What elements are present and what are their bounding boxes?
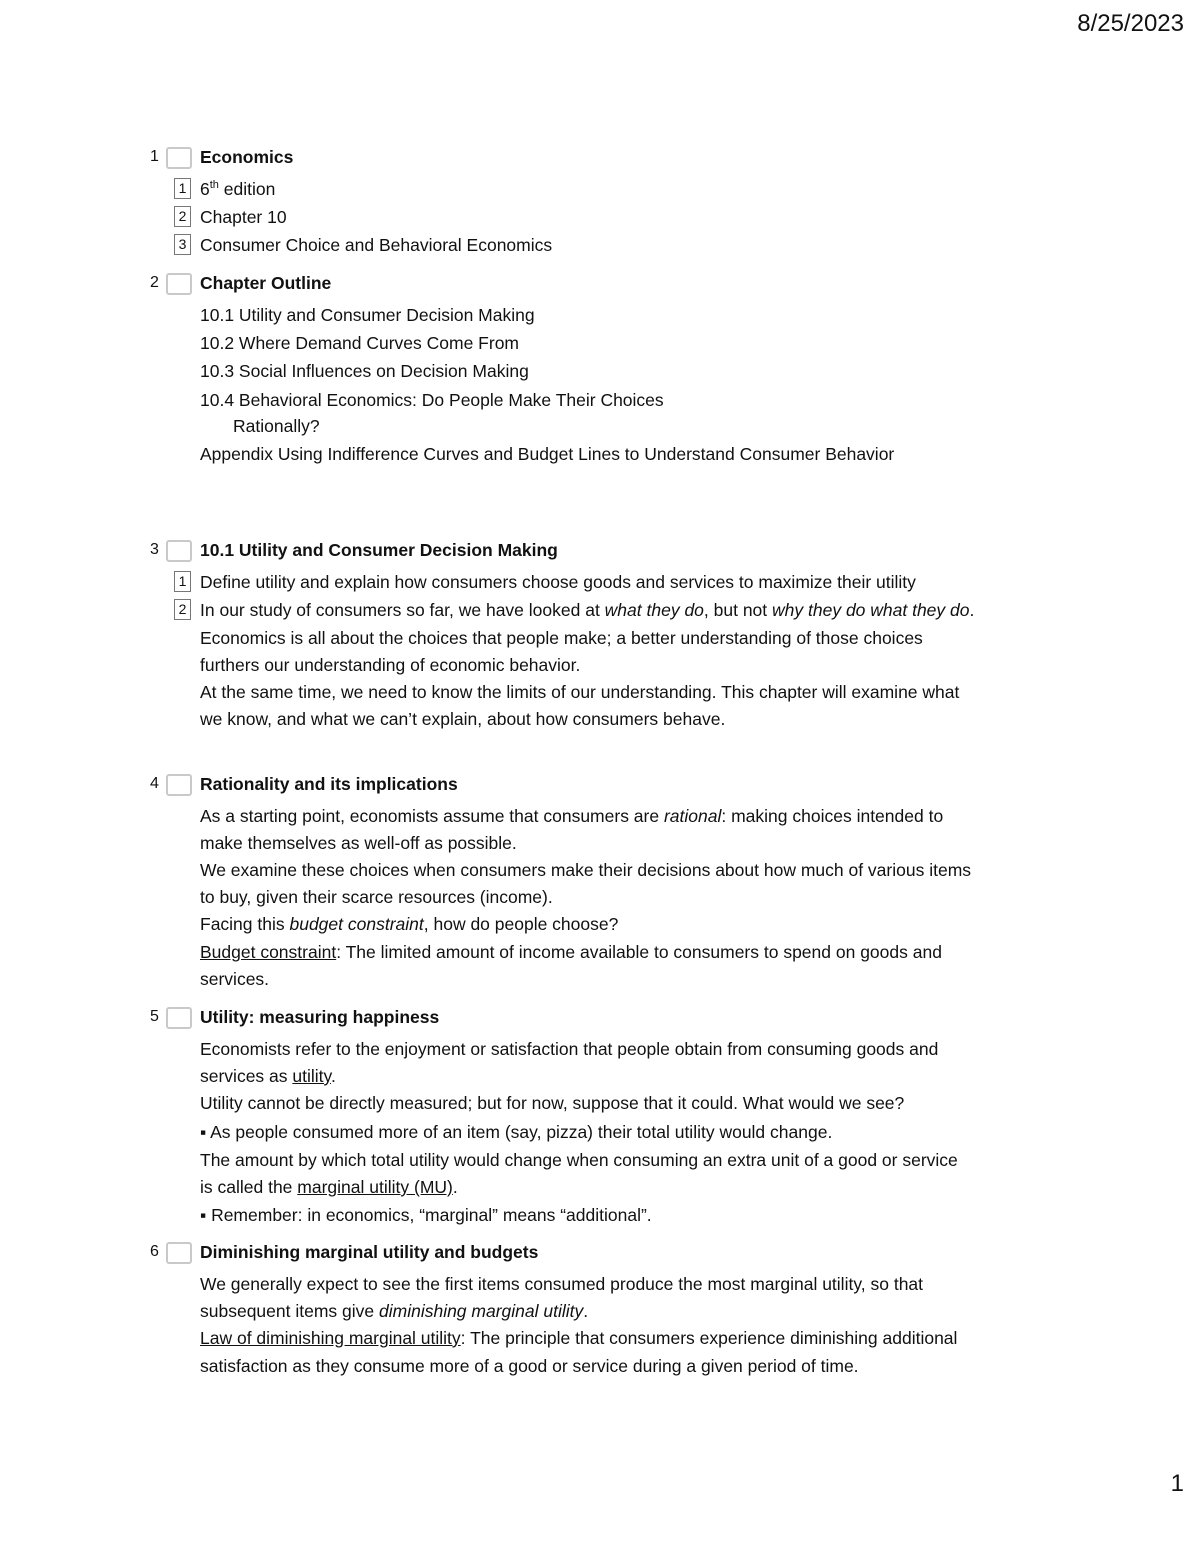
outline-line: At the same time, we need to know the limits of our understanding. This chapter will examine what bbox=[200, 682, 960, 702]
outline-line: Law of diminishing marginal utility: The principle that consumers experience diminishing additional bbox=[200, 1328, 958, 1348]
outline-line: furthers our understanding of economic behavior. bbox=[200, 655, 581, 675]
outline-line: Facing this budget constraint, how do people choose? bbox=[200, 914, 619, 934]
sub-level-number: 2 bbox=[174, 599, 191, 620]
slide-number: 5 bbox=[150, 1008, 159, 1025]
outline-line: 10.2 Where Demand Curves Come From bbox=[200, 333, 519, 353]
slide-title: Rationality and its implications bbox=[200, 774, 458, 794]
bullet-line: ▪ Remember: in economics, “marginal” means “additional”. bbox=[200, 1205, 652, 1225]
outline-line: 10.3 Social Influences on Decision Making bbox=[200, 361, 529, 381]
outline-line: Budget constraint: The limited amount of income available to consumers to spend on goods and bbox=[200, 942, 942, 962]
slide-number: 1 bbox=[150, 148, 159, 165]
slide-content bbox=[200, 802, 1060, 992]
slide-content bbox=[200, 1270, 1060, 1379]
sub-level-number: 1 bbox=[174, 571, 191, 592]
page-number: 1 bbox=[1170, 1470, 1184, 1497]
slide-title: Chapter Outline bbox=[200, 273, 332, 293]
sub-level-number: 2 bbox=[174, 206, 191, 227]
slide-number: 2 bbox=[150, 274, 159, 291]
outline-line: satisfaction as they consume more of a good or service during a given period of time. bbox=[200, 1356, 859, 1376]
slide-number: 4 bbox=[150, 775, 159, 792]
slide-content bbox=[200, 301, 1060, 470]
slide-thumbnail-icon[interactable] bbox=[166, 1242, 192, 1264]
outline-line: services. bbox=[200, 969, 270, 989]
outline-line: make themselves as well-off as possible. bbox=[200, 833, 517, 853]
outline-line: services as utility. bbox=[200, 1066, 336, 1086]
outline-line: we know, and what we can’t explain, about how consumers behave. bbox=[200, 709, 726, 729]
slide-number: 3 bbox=[150, 541, 159, 558]
outline-line: Rationally? bbox=[233, 416, 320, 436]
printed-date: 8/25/2023 bbox=[1077, 10, 1184, 37]
slide-thumbnail-icon[interactable] bbox=[166, 147, 192, 169]
slide-thumbnail-icon[interactable] bbox=[166, 273, 192, 295]
slide-thumbnail-icon[interactable] bbox=[166, 1007, 192, 1029]
term-marginal-utility: marginal utility (MU) bbox=[297, 1177, 453, 1197]
outline-line: 1 Define utility and explain how consumers choose goods and services to maximize their utility bbox=[200, 568, 1060, 596]
slide-content bbox=[200, 1035, 1060, 1231]
outline-line: 1 6th edition bbox=[200, 175, 1060, 203]
bullet-line: ▪ As people consumed more of an item (say, pizza) their total utility would change. bbox=[200, 1122, 833, 1142]
outline-line: Economics is all about the choices that people make; a better understanding of those choices bbox=[200, 628, 923, 648]
outline-line: Economists refer to the enjoyment or satisfaction that people obtain from consuming goods and bbox=[200, 1039, 939, 1059]
slide-title: Economics bbox=[200, 147, 294, 167]
slide-content bbox=[178, 568, 1060, 732]
slide-thumbnail-icon[interactable] bbox=[166, 774, 192, 796]
term-utility: utility bbox=[292, 1066, 331, 1086]
outline-line: 3 Consumer Choice and Behavioral Economics bbox=[200, 231, 1060, 259]
outline-line: 2 In our study of consumers so far, we have looked at what they do, but not why they do what they do. bbox=[200, 596, 1060, 624]
outline-line: is called the marginal utility (MU). bbox=[200, 1177, 458, 1197]
outline-line: We generally expect to see the first items consumed produce the most marginal utility, so that bbox=[200, 1274, 924, 1294]
outline-line: As a starting point, economists assume that consumers are rational: making choices intended to bbox=[200, 806, 944, 826]
slide-thumbnail-icon[interactable] bbox=[166, 540, 192, 562]
term-budget-constraint: Budget constraint bbox=[200, 942, 337, 962]
slide-title: Diminishing marginal utility and budgets bbox=[200, 1242, 539, 1262]
outline-line: subsequent items give diminishing marginal utility. bbox=[200, 1301, 589, 1321]
outline-line: Appendix Using Indifference Curves and Budget Lines to Understand Consumer Behavior bbox=[200, 444, 895, 464]
outline-line: Utility cannot be directly measured; but for now, suppose that it could. What would we see? bbox=[200, 1093, 905, 1113]
slide-content bbox=[178, 175, 1060, 259]
slide-title: Utility: measuring happiness bbox=[200, 1007, 440, 1027]
slide-title: 10.1 Utility and Consumer Decision Making bbox=[200, 540, 558, 560]
outline-line: 2 Chapter 10 bbox=[200, 203, 1060, 231]
outline-line: 10.4 Behavioral Economics: Do People Make Their Choices bbox=[200, 390, 664, 410]
outline-line: We examine these choices when consumers make their decisions about how much of various items bbox=[200, 860, 972, 880]
outline-line: to buy, given their scarce resources (income). bbox=[200, 887, 553, 907]
outline-line: 10.1 Utility and Consumer Decision Making bbox=[200, 305, 535, 325]
term-law-of-diminishing-marginal-utility: Law of diminishing marginal utility bbox=[200, 1328, 461, 1348]
sub-level-number: 1 bbox=[174, 178, 191, 199]
slide-number: 6 bbox=[150, 1243, 159, 1260]
outline-line: The amount by which total utility would change when consuming an extra unit of a good or service bbox=[200, 1150, 958, 1170]
sub-level-number: 3 bbox=[174, 234, 191, 255]
